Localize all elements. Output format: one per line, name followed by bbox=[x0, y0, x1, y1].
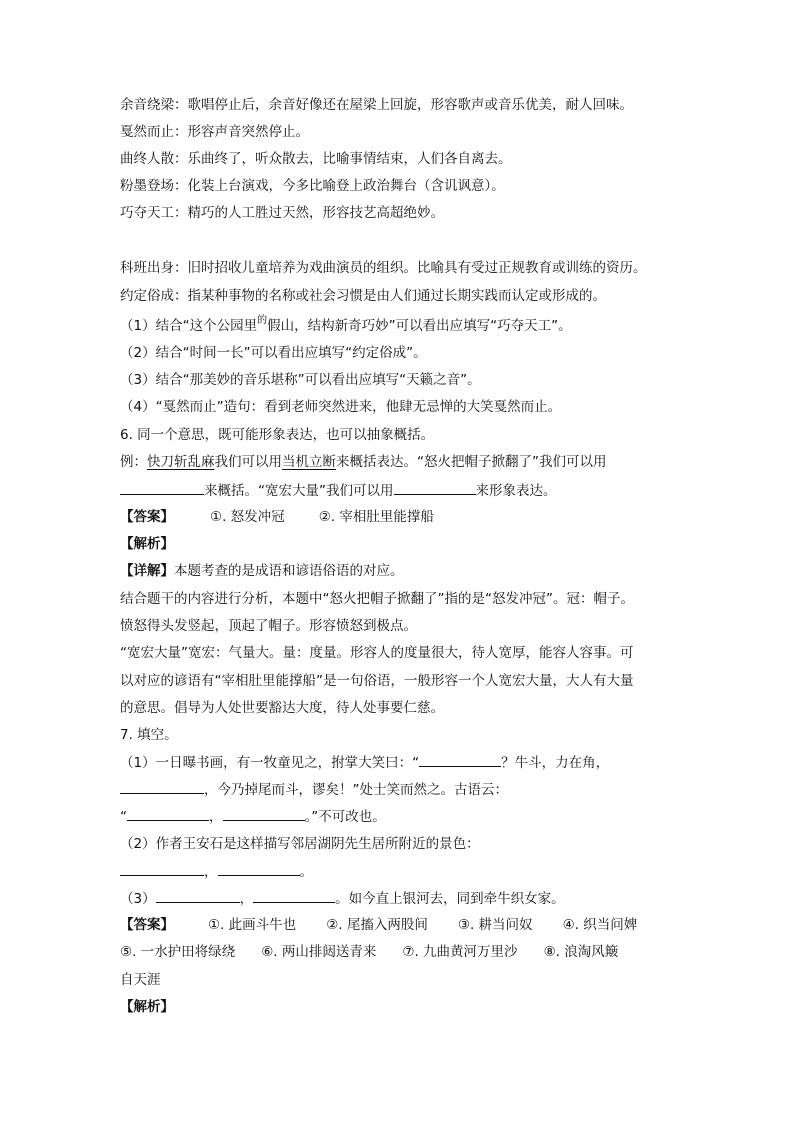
q6-detail-line bbox=[120, 561, 404, 581]
q7-line bbox=[120, 752, 609, 773]
q6-ex-mid: 我们可以用 bbox=[214, 454, 282, 470]
q6-example-line bbox=[120, 452, 607, 472]
q6-ex-underlined-1: 快刀斩乱麻 bbox=[147, 454, 215, 470]
fill-blank[interactable] bbox=[120, 861, 204, 876]
detail-label: 【详解】 bbox=[120, 563, 174, 579]
q6-answer-2: ②. 宰相肚里能撑船 bbox=[318, 509, 434, 525]
fill-blank[interactable] bbox=[394, 480, 476, 495]
q6-stem: 6. 同一个意思，既可能形象表达，也可以抽象概括。 bbox=[120, 427, 435, 443]
q7-p3-b: ， bbox=[209, 809, 223, 825]
q6-answer-1: ①. 怒发冲冠 bbox=[210, 509, 285, 525]
q7-p6-b: ， bbox=[239, 891, 254, 907]
q6-detail-line: 愤怒得头发竖起，顶起了帽子。形容愤怒到极点。 bbox=[120, 618, 417, 634]
q6-detail-line: 的意思。倡导为人处世要豁达大度，待人处事要仁慈。 bbox=[120, 700, 444, 716]
fill-blank[interactable] bbox=[223, 806, 305, 821]
answer-label: 【答案】 bbox=[120, 509, 174, 525]
q6-detail-line: 以对应的谚语有“宰相肚里能撑船”是一句俗语，一般形容一个人宽宏大量，大人有大量 bbox=[120, 673, 634, 689]
definition-line: 粉墨登场：化装上台演戏，今多比喻登上政治舞台（含讥讽意）。 bbox=[120, 178, 505, 194]
q7-answer-line bbox=[120, 915, 637, 935]
definition-line: 科班出身：旧时招收儿童培养为戏曲演员的组织。比喻具有受过正规教育或训练的资历。 bbox=[120, 260, 647, 276]
fill-blank[interactable] bbox=[253, 888, 335, 903]
q7-p2-a: ，今乃掉尾而斗，谬矣！”处士笑而然之。古语云： bbox=[204, 782, 508, 798]
q5-a1-pre: （1）结合“这个公园里 bbox=[120, 318, 258, 334]
definition-line: 巧夺天工：精巧的人工胜过天然，形容技艺高超绝妙。 bbox=[120, 205, 444, 221]
analysis-label: 【解析】 bbox=[120, 999, 174, 1015]
q7-answer: ④. 织当问婢 bbox=[562, 917, 638, 933]
q7-p5-b: 。 bbox=[299, 864, 313, 880]
q6-ex2-b: 来形象表达。 bbox=[475, 483, 557, 499]
definition-line: 戛然而止：形容声音突然停止。 bbox=[120, 124, 309, 140]
q7-line bbox=[120, 806, 386, 827]
q7-answer: ⑦. 九曲黄河万里沙 bbox=[402, 944, 518, 960]
definition-line: 约定俗成：指某种事物的名称或社会习惯是由人们通过长期实践而认定或形成的。 bbox=[120, 288, 606, 304]
fill-blank[interactable] bbox=[156, 888, 240, 903]
q7-answer: ⑥. 两山排闼送青来 bbox=[261, 944, 377, 960]
q7-p6-a: （3） bbox=[120, 891, 156, 907]
q6-detail-1: 本题考查的是成语和谚语俗语的对应。 bbox=[174, 563, 404, 579]
q5-answer-line: （4）“戛然而止”造句：看到老师突然进来，他肆无忌惮的大笑戛然而止。 bbox=[120, 399, 562, 415]
q7-line bbox=[120, 779, 508, 800]
q7-line bbox=[120, 888, 565, 909]
q7-p5-a: ， bbox=[204, 864, 218, 880]
q5-answer-line bbox=[120, 316, 572, 338]
fill-blank[interactable] bbox=[120, 779, 204, 794]
q7-p3-a: “ bbox=[120, 809, 127, 825]
q7-p3-c: 。”不可改也。 bbox=[304, 809, 386, 825]
q6-detail-line: 结合题干的内容进行分析，本题中“怒火把帽子掀翻了”指的是“怒发冲冠”。冠：帽子。 bbox=[120, 591, 634, 607]
q5-answer-line: （3）结合“那美妙的音乐堪称”可以看出应填写“天籁之音”。 bbox=[120, 372, 481, 388]
q7-answer: ⑤. 一水护田将绿绕 bbox=[120, 944, 236, 960]
q7-answer: ①. 此画斗牛也 bbox=[208, 917, 297, 933]
q7-p6-c: 。如今直上银河去，同到牵牛织女家。 bbox=[335, 891, 565, 907]
definition-line: 曲终人散：乐曲终了，听众散去，比喻事情结束，人们各自离去。 bbox=[120, 151, 512, 167]
q6-ex-pre: 例： bbox=[120, 454, 147, 470]
q6-detail-line: “宽宏大量”宽宏：气量大。量：度量。形容人的度量很大，待人宽厚，能容人容事。可 bbox=[120, 645, 634, 661]
q6-answer-line bbox=[120, 507, 434, 527]
q7-p1-b: ？牛斗，力在角， bbox=[501, 755, 610, 771]
q7-p1-a: （1）一日曝书画，有一牧童见之，拊掌大笑曰：“ bbox=[120, 755, 420, 771]
q7-answer-line bbox=[120, 942, 618, 962]
q7-answer: ③. 耕当问奴 bbox=[457, 917, 533, 933]
fill-blank[interactable] bbox=[419, 752, 501, 767]
q7-answer: ⑧. 浪淘风簸 bbox=[543, 944, 619, 960]
q5-a1-post: 假山，结构新奇巧妙”可以看出应填写“巧夺天工”。 bbox=[267, 318, 572, 334]
q6-blank-line bbox=[120, 480, 557, 501]
fill-blank[interactable] bbox=[120, 480, 204, 495]
q6-ex2-a: 来概括。“宽宏大量”我们可以用 bbox=[204, 483, 394, 499]
analysis-label: 【解析】 bbox=[120, 536, 174, 552]
q7-line bbox=[120, 861, 313, 882]
fill-blank[interactable] bbox=[127, 806, 209, 821]
answer-label: 【答案】 bbox=[120, 917, 174, 933]
q7-line: （2）作者王安石是这样描写邻居湖阴先生居所附近的景色： bbox=[120, 836, 480, 852]
q5-a1-sup: 的 bbox=[257, 315, 268, 326]
q6-ex-post: 来概括表达。“怒火把帽子掀翻了”我们可以用 bbox=[336, 454, 607, 470]
q7-answer-line: 自天涯 bbox=[120, 972, 161, 988]
q6-ex-underlined-2: 当机立断 bbox=[282, 454, 336, 470]
fill-blank[interactable] bbox=[218, 861, 300, 876]
q5-answer-line: （2）结合“时间一长”可以看出应填写“约定俗成”。 bbox=[120, 345, 427, 361]
definition-line: 余音绕梁：歌唱停止后，余音好像还在屋梁上回旋，形容歌声或音乐优美，耐人回味。 bbox=[120, 97, 633, 113]
q7-stem: 7. 填空。 bbox=[120, 727, 178, 743]
q7-answer: ②. 尾搐入两股间 bbox=[326, 917, 428, 933]
